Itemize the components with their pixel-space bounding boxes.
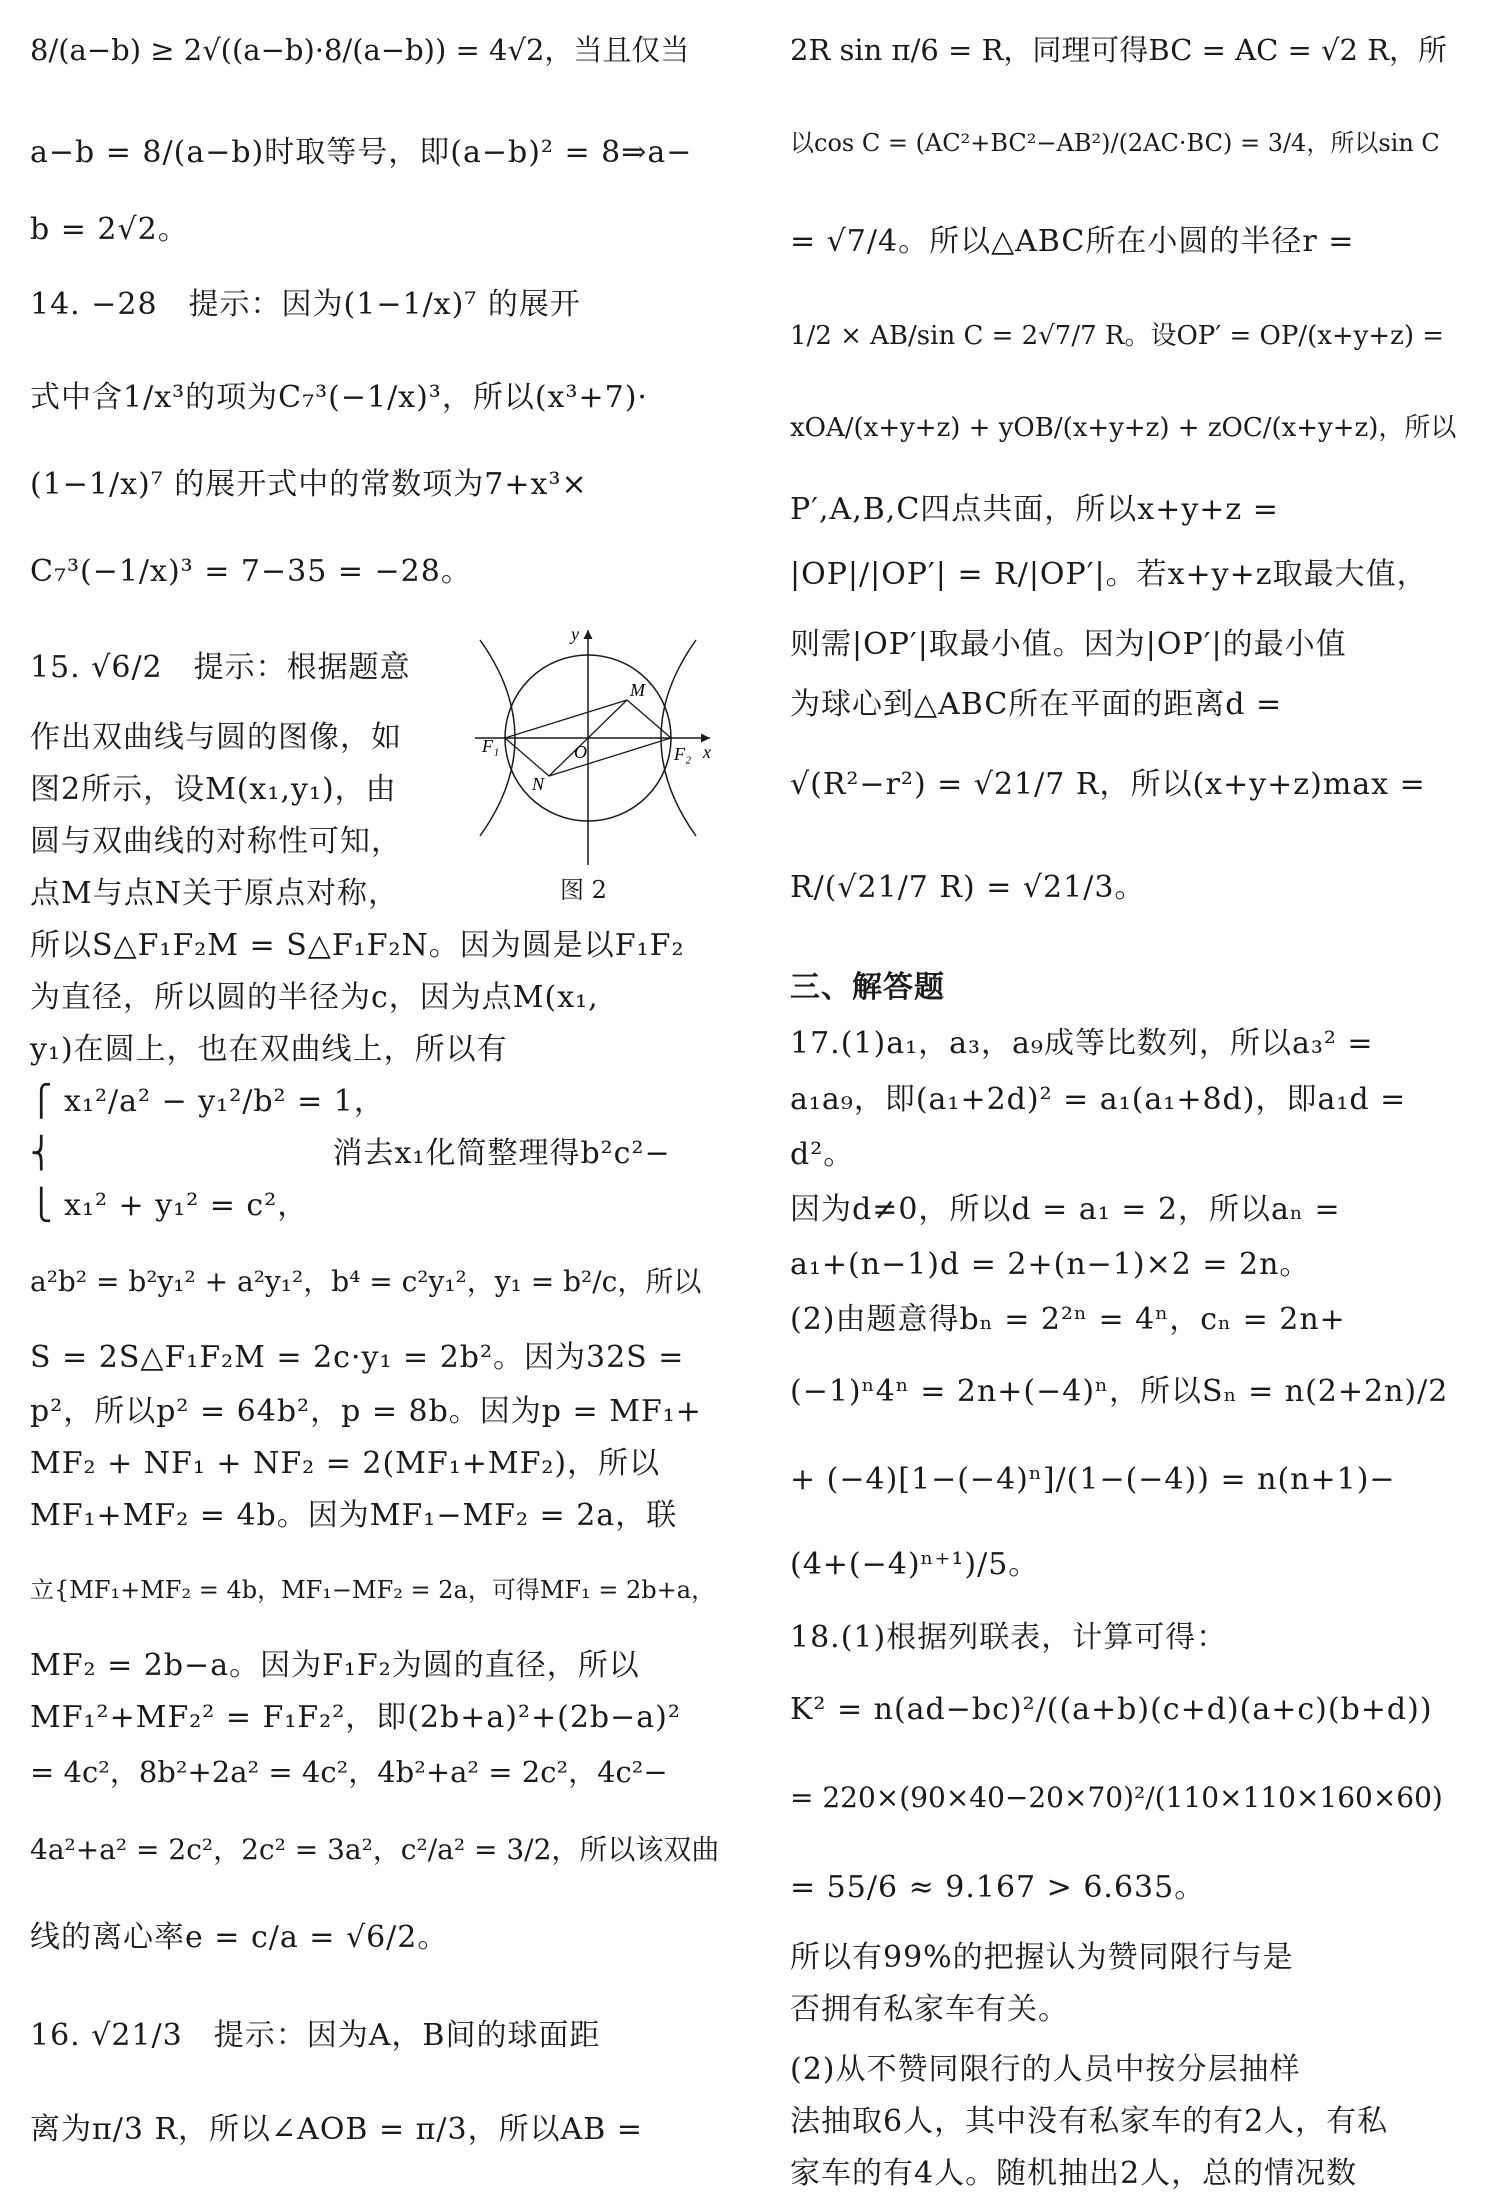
text-line: + (−4)[1−(−4)ⁿ]/(1−(−4)) = n(n+1)−	[790, 1462, 1396, 1497]
text-line: (1−1/x)⁷ 的展开式中的常数项为7+x³×	[30, 467, 588, 502]
text-line: 否拥有私家车有关。	[790, 1992, 1069, 2027]
text-line: (2)由题意得bₙ = 2²ⁿ = 4ⁿ，cₙ = 2n+	[790, 1302, 1346, 1337]
fig-label-F1: F₁	[482, 736, 500, 756]
text-line: MF₁²+MF₂² = F₁F₂²，即(2b+a)²+(2b−a)²	[30, 1700, 681, 1735]
text-line: R/(√21/7 R) = √21/3。	[790, 870, 1146, 905]
text-line: 所以有99%的把握认为赞同限行与是	[790, 1940, 1294, 1975]
text-line: 2R sin π/6 = R，同理可得BC = AC = √2 R，所	[790, 33, 1448, 67]
text-line: 14. −28 提示：因为(1−1/x)⁷ 的展开	[30, 287, 581, 322]
text-line: a−b = 8/(a−b)时取等号，即(a−b)² = 8⇒a−	[30, 135, 693, 170]
text-line: ⎨ 消去x₁化简整理得b²c²−	[30, 1136, 671, 1171]
text-line: 为直径，所以圆的半径为c，因为点M(x₁,	[30, 980, 599, 1015]
text-line: 立{MF₁+MF₂ = 4b，MF₁−MF₂ = 2a，可得MF₁ = 2b+a，	[30, 1576, 716, 1604]
text-line: ⎩ x₁² + y₁² = c²，	[30, 1188, 309, 1223]
text-line: 法抽取6人，其中没有私家车的有2人，有私	[790, 2104, 1389, 2139]
text-line: b = 2√2。	[30, 212, 189, 247]
text-line: (2)从不赞同限行的人员中按分层抽样	[790, 2052, 1301, 2087]
text-line: C₇³(−1/x)³ = 7−35 = −28。	[30, 554, 472, 589]
figure-hyperbola-circle	[470, 620, 720, 904]
text-line: P′,A,B,C四点共面，所以x+y+z =	[790, 492, 1279, 527]
text-line: = 220×(90×40−20×70)²/(110×110×160×60)	[790, 1781, 1443, 1814]
text-line: S = 2S△F₁F₂M = 2c·y₁ = 2b²。因为32S =	[30, 1340, 685, 1375]
figure-caption: 图 2	[560, 876, 607, 904]
text-line: ⎧ x₁²/a² − y₁²/b² = 1，	[30, 1084, 385, 1119]
text-line: = 55/6 ≈ 9.167 > 6.635。	[790, 1870, 1206, 1905]
text-line: 因为d≠0，所以d = a₁ = 2，所以aₙ =	[790, 1192, 1341, 1227]
text-line: 为球心到△ABC所在平面的距离d =	[790, 687, 1283, 722]
text-line: √(R²−r²) = √21/7 R，所以(x+y+z)max =	[790, 767, 1426, 802]
text-line: a²b² = b²y₁² + a²y₁²，b⁴ = c²y₁²，y₁ = b²/c，所以	[30, 1265, 702, 1298]
fig-label-x: x	[703, 742, 711, 762]
text-line: 离为π/3 R，所以∠AOB = π/3，所以AB =	[30, 2112, 643, 2147]
text-line: 所以S△F₁F₂M = S△F₁F₂N。因为圆是以F₁F₂	[30, 928, 685, 963]
text-line: 点M与点N关于原点对称，	[30, 876, 399, 911]
text-line: y₁)在圆上，也在双曲线上，所以有	[30, 1032, 508, 1067]
text-line: 17.(1)a₁，a₃，a₉成等比数列，所以a₃² =	[790, 1026, 1374, 1061]
text-line: K² = n(ad−bc)²/((a+b)(c+d)(a+c)(b+d))	[790, 1692, 1433, 1727]
text-line: 式中含1/x³的项为C₇³(−1/x)³，所以(x³+7)·	[30, 380, 648, 415]
text-line: a₁+(n−1)d = 2+(n−1)×2 = 2n。	[790, 1247, 1311, 1282]
text-line: = 4c²，8b²+2a² = 4c²，4b²+a² = 2c²，4c²−	[30, 1755, 668, 1789]
text-line: p²，所以p² = 64b²，p = 8b。因为p = MF₁+	[30, 1394, 702, 1429]
text-line: 家车的有4人。随机抽出2人，总的情况数	[790, 2156, 1358, 2191]
text-line: 8/(a−b) ≥ 2√((a−b)·8/(a−b)) = 4√2，当且仅当	[30, 33, 690, 67]
text-line: 15. √6/2 提示：根据题意	[30, 650, 411, 685]
text-line: |OP|/|OP′| = R/|OP′|。若x+y+z取最大值，	[790, 557, 1428, 592]
text-line: a₁a₉，即(a₁+2d)² = a₁(a₁+8d)，即a₁d =	[790, 1082, 1407, 1117]
text-line: 圆与双曲线的对称性可知，	[30, 824, 402, 859]
fig-label-M: M	[630, 680, 645, 700]
section-heading: 三、解答题	[790, 970, 945, 1005]
text-line: 线的离心率e = c/a = √6/2。	[30, 1920, 449, 1955]
text-line: MF₂ = 2b−a。因为F₁F₂为圆的直径，所以	[30, 1648, 640, 1683]
text-line: xOA/(x+y+z) + yOB/(x+y+z) + zOC/(x+y+z)，所以	[790, 413, 1457, 443]
text-line: d²。	[790, 1137, 855, 1172]
text-line: MF₂ + NF₁ + NF₂ = 2(MF₁+MF₂)，所以	[30, 1446, 661, 1481]
text-line: 18.(1)根据列联表，计算可得：	[790, 1620, 1228, 1655]
text-line: 作出双曲线与圆的图像，如	[30, 720, 402, 755]
fig-label-F2: F₂	[674, 744, 692, 764]
text-line: (−1)ⁿ4ⁿ = 2n+(−4)ⁿ，所以Sₙ = n(2+2n)/2	[790, 1374, 1449, 1409]
text-line: 则需|OP′|取最小值。因为|OP′|的最小值	[790, 627, 1347, 662]
text-line: 以cos C = (AC²+BC²−AB²)/(2AC·BC) = 3/4，所以sin C	[790, 129, 1440, 157]
text-line: (4+(−4)ⁿ⁺¹)/5。	[790, 1547, 1040, 1582]
fig-label-y: y	[571, 624, 579, 644]
text-line: = √7/4。所以△ABC所在小圆的半径r =	[790, 224, 1355, 259]
fig-label-N: N	[532, 774, 545, 794]
text-line: 1/2 × AB/sin C = 2√7/7 R。设OP′ = OP/(x+y+z) =	[790, 321, 1445, 351]
text-line: 16. √21/3 提示：因为A，B间的球面距	[30, 2018, 601, 2053]
text-line: 4a²+a² = 2c²，2c² = 3a²，c²/a² = 3/2，所以该双曲	[30, 1833, 720, 1866]
text-line: 图2所示，设M(x₁,y₁)，由	[30, 772, 397, 807]
hyperbola-circle-diagram	[470, 620, 720, 870]
text-line: MF₁+MF₂ = 4b。因为MF₁−MF₂ = 2a，联	[30, 1498, 678, 1533]
fig-label-O: O	[574, 742, 587, 762]
